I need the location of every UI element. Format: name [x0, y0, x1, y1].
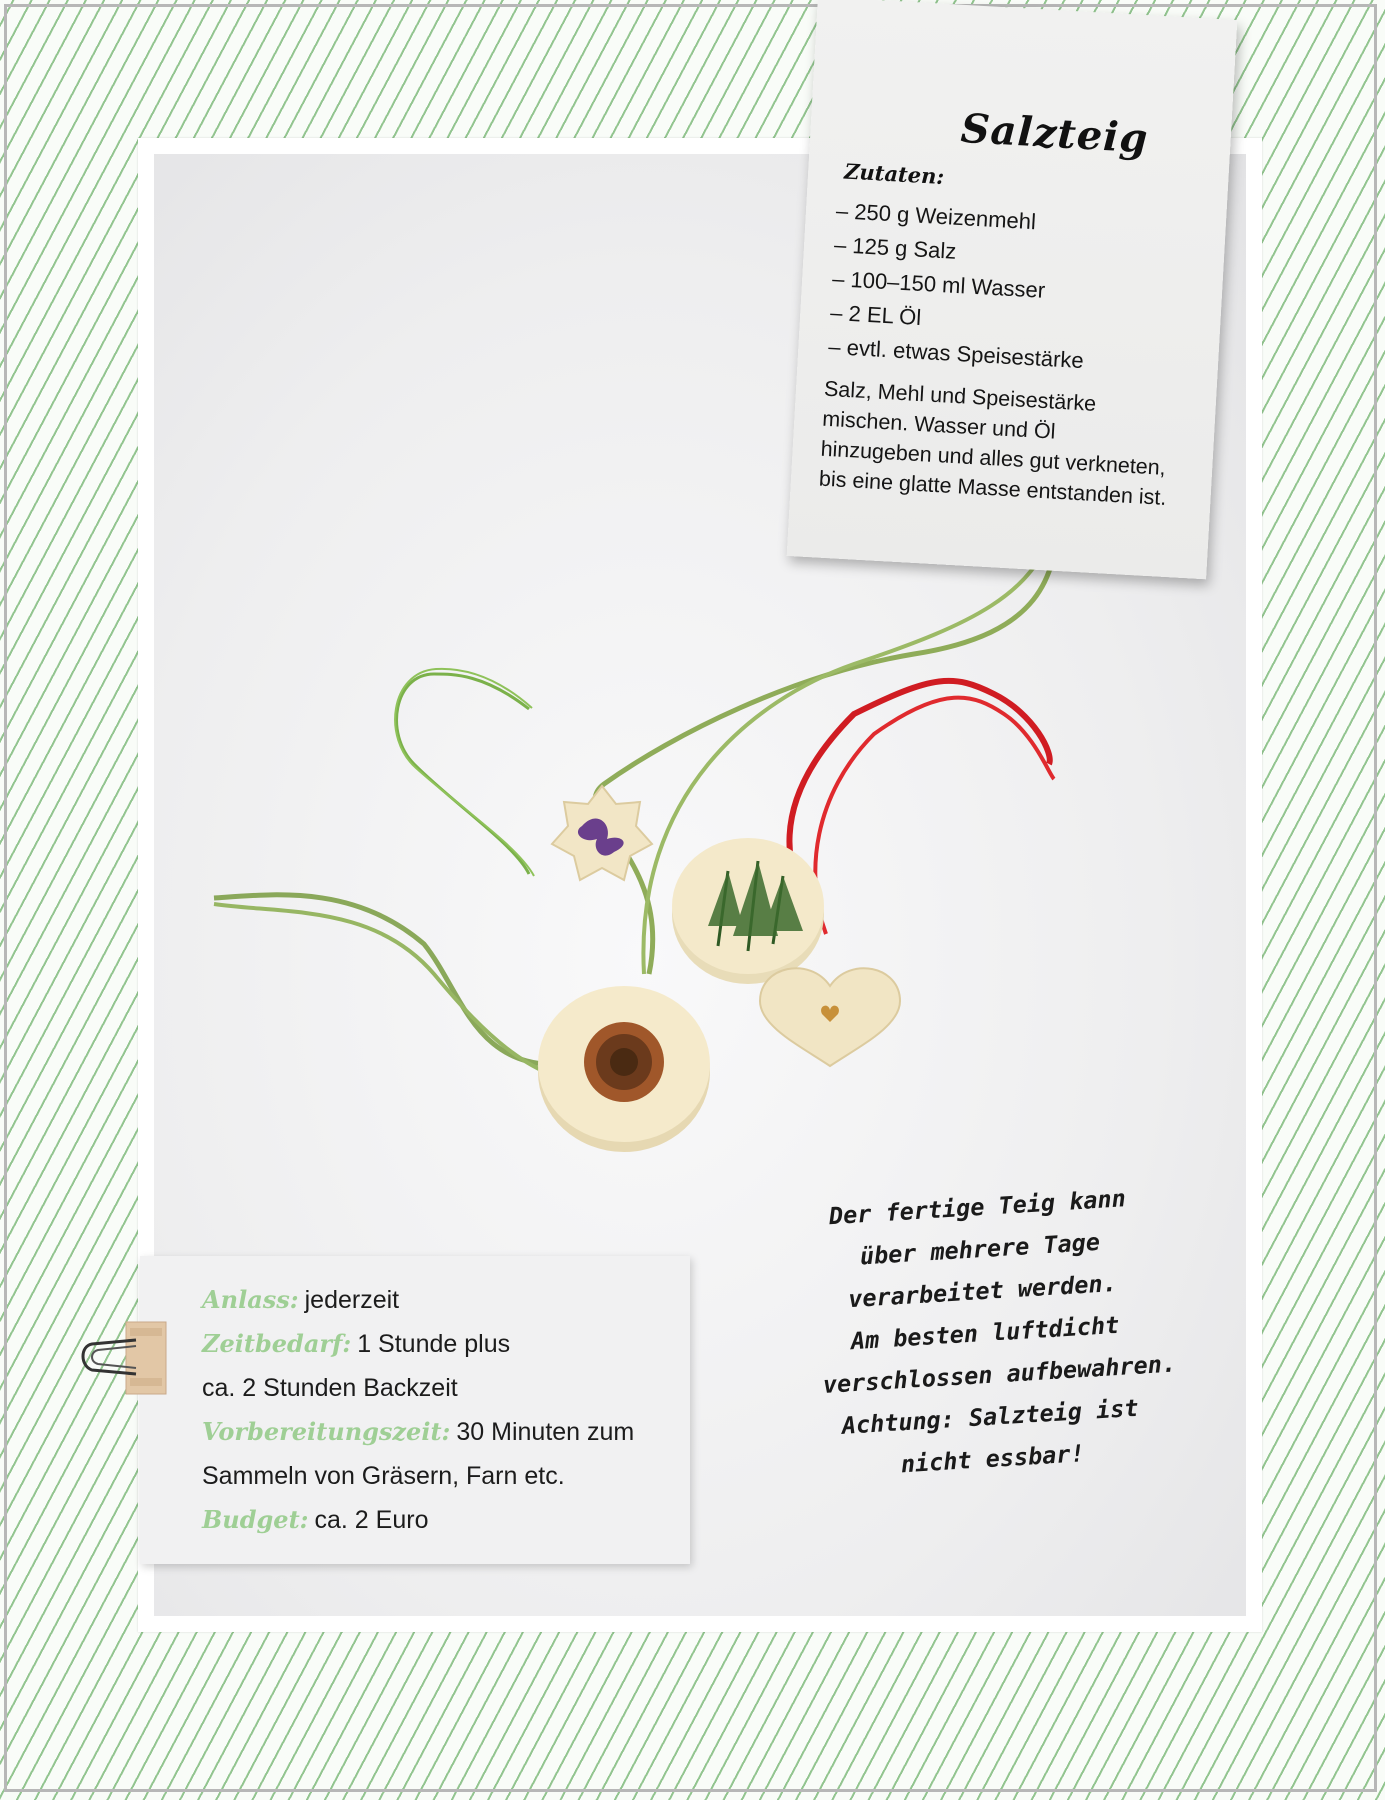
- occasion-value: jederzeit: [304, 1286, 400, 1314]
- note-line: Am besten luftdicht: [849, 1310, 1121, 1356]
- budget-label: Budget:: [202, 1505, 309, 1534]
- recipe-instructions: Salz, Mehl und Speisestärke mischen. Wasser und Öl hinzugeben und alles gut verkneten, bis eine glatte Masse entstanden ist.: [818, 376, 1167, 510]
- note-line: nicht essbar!: [900, 1439, 1086, 1479]
- ingredient-item: – 125 g Salz: [833, 232, 957, 264]
- note-line: über mehrere Tage: [858, 1227, 1101, 1271]
- occasion-line: [202, 1278, 672, 1322]
- note-line: Achtung: Salzteig ist: [840, 1393, 1140, 1440]
- time-label: Zeitbedarf:: [202, 1329, 352, 1358]
- budget-line: [202, 1498, 672, 1542]
- prep-line-2: [202, 1454, 672, 1498]
- time-value: 1 Stunde plus: [357, 1330, 511, 1358]
- prep-value: 30 Minuten zum: [456, 1418, 635, 1446]
- note-line: Der fertige Teig kann: [828, 1184, 1127, 1231]
- occasion-label: Anlass:: [202, 1285, 299, 1314]
- budget-value: ca. 2 Euro: [314, 1506, 429, 1534]
- heart-ornament: [760, 968, 900, 1066]
- recipe-card: [787, 0, 1238, 579]
- prep-value-2: Sammeln von Gräsern, Farn etc.: [202, 1462, 565, 1490]
- note-line: verschlossen aufbewahren.: [822, 1349, 1177, 1399]
- star-ornament: [552, 786, 652, 880]
- info-card: [140, 1256, 690, 1564]
- ingredient-item: – evtl. etwas Speisestärke: [827, 333, 1085, 374]
- round-ornament: [538, 986, 710, 1152]
- ingredient-item: – 250 g Weizenmehl: [835, 198, 1037, 235]
- handwritten-note: [811, 1176, 1177, 1490]
- prep-label: Vorbereitungszeit:: [202, 1417, 451, 1446]
- ingredient-item: – 2 EL Öl: [829, 299, 922, 330]
- note-line: verarbeitet werden.: [847, 1268, 1118, 1314]
- recipe-title: Salzteig: [959, 104, 1150, 163]
- ingredient-item: – 100–150 ml Wasser: [831, 265, 1046, 303]
- prep-line: [202, 1410, 672, 1454]
- binder-clip-icon: [78, 1318, 170, 1398]
- time-line-2: [202, 1366, 672, 1410]
- fern-ornament: [672, 838, 824, 984]
- time-value-2: ca. 2 Stunden Backzeit: [202, 1374, 458, 1402]
- ingredients-heading: Zutaten:: [843, 158, 945, 190]
- time-line: [202, 1322, 672, 1366]
- ingredients-list: [827, 194, 1092, 378]
